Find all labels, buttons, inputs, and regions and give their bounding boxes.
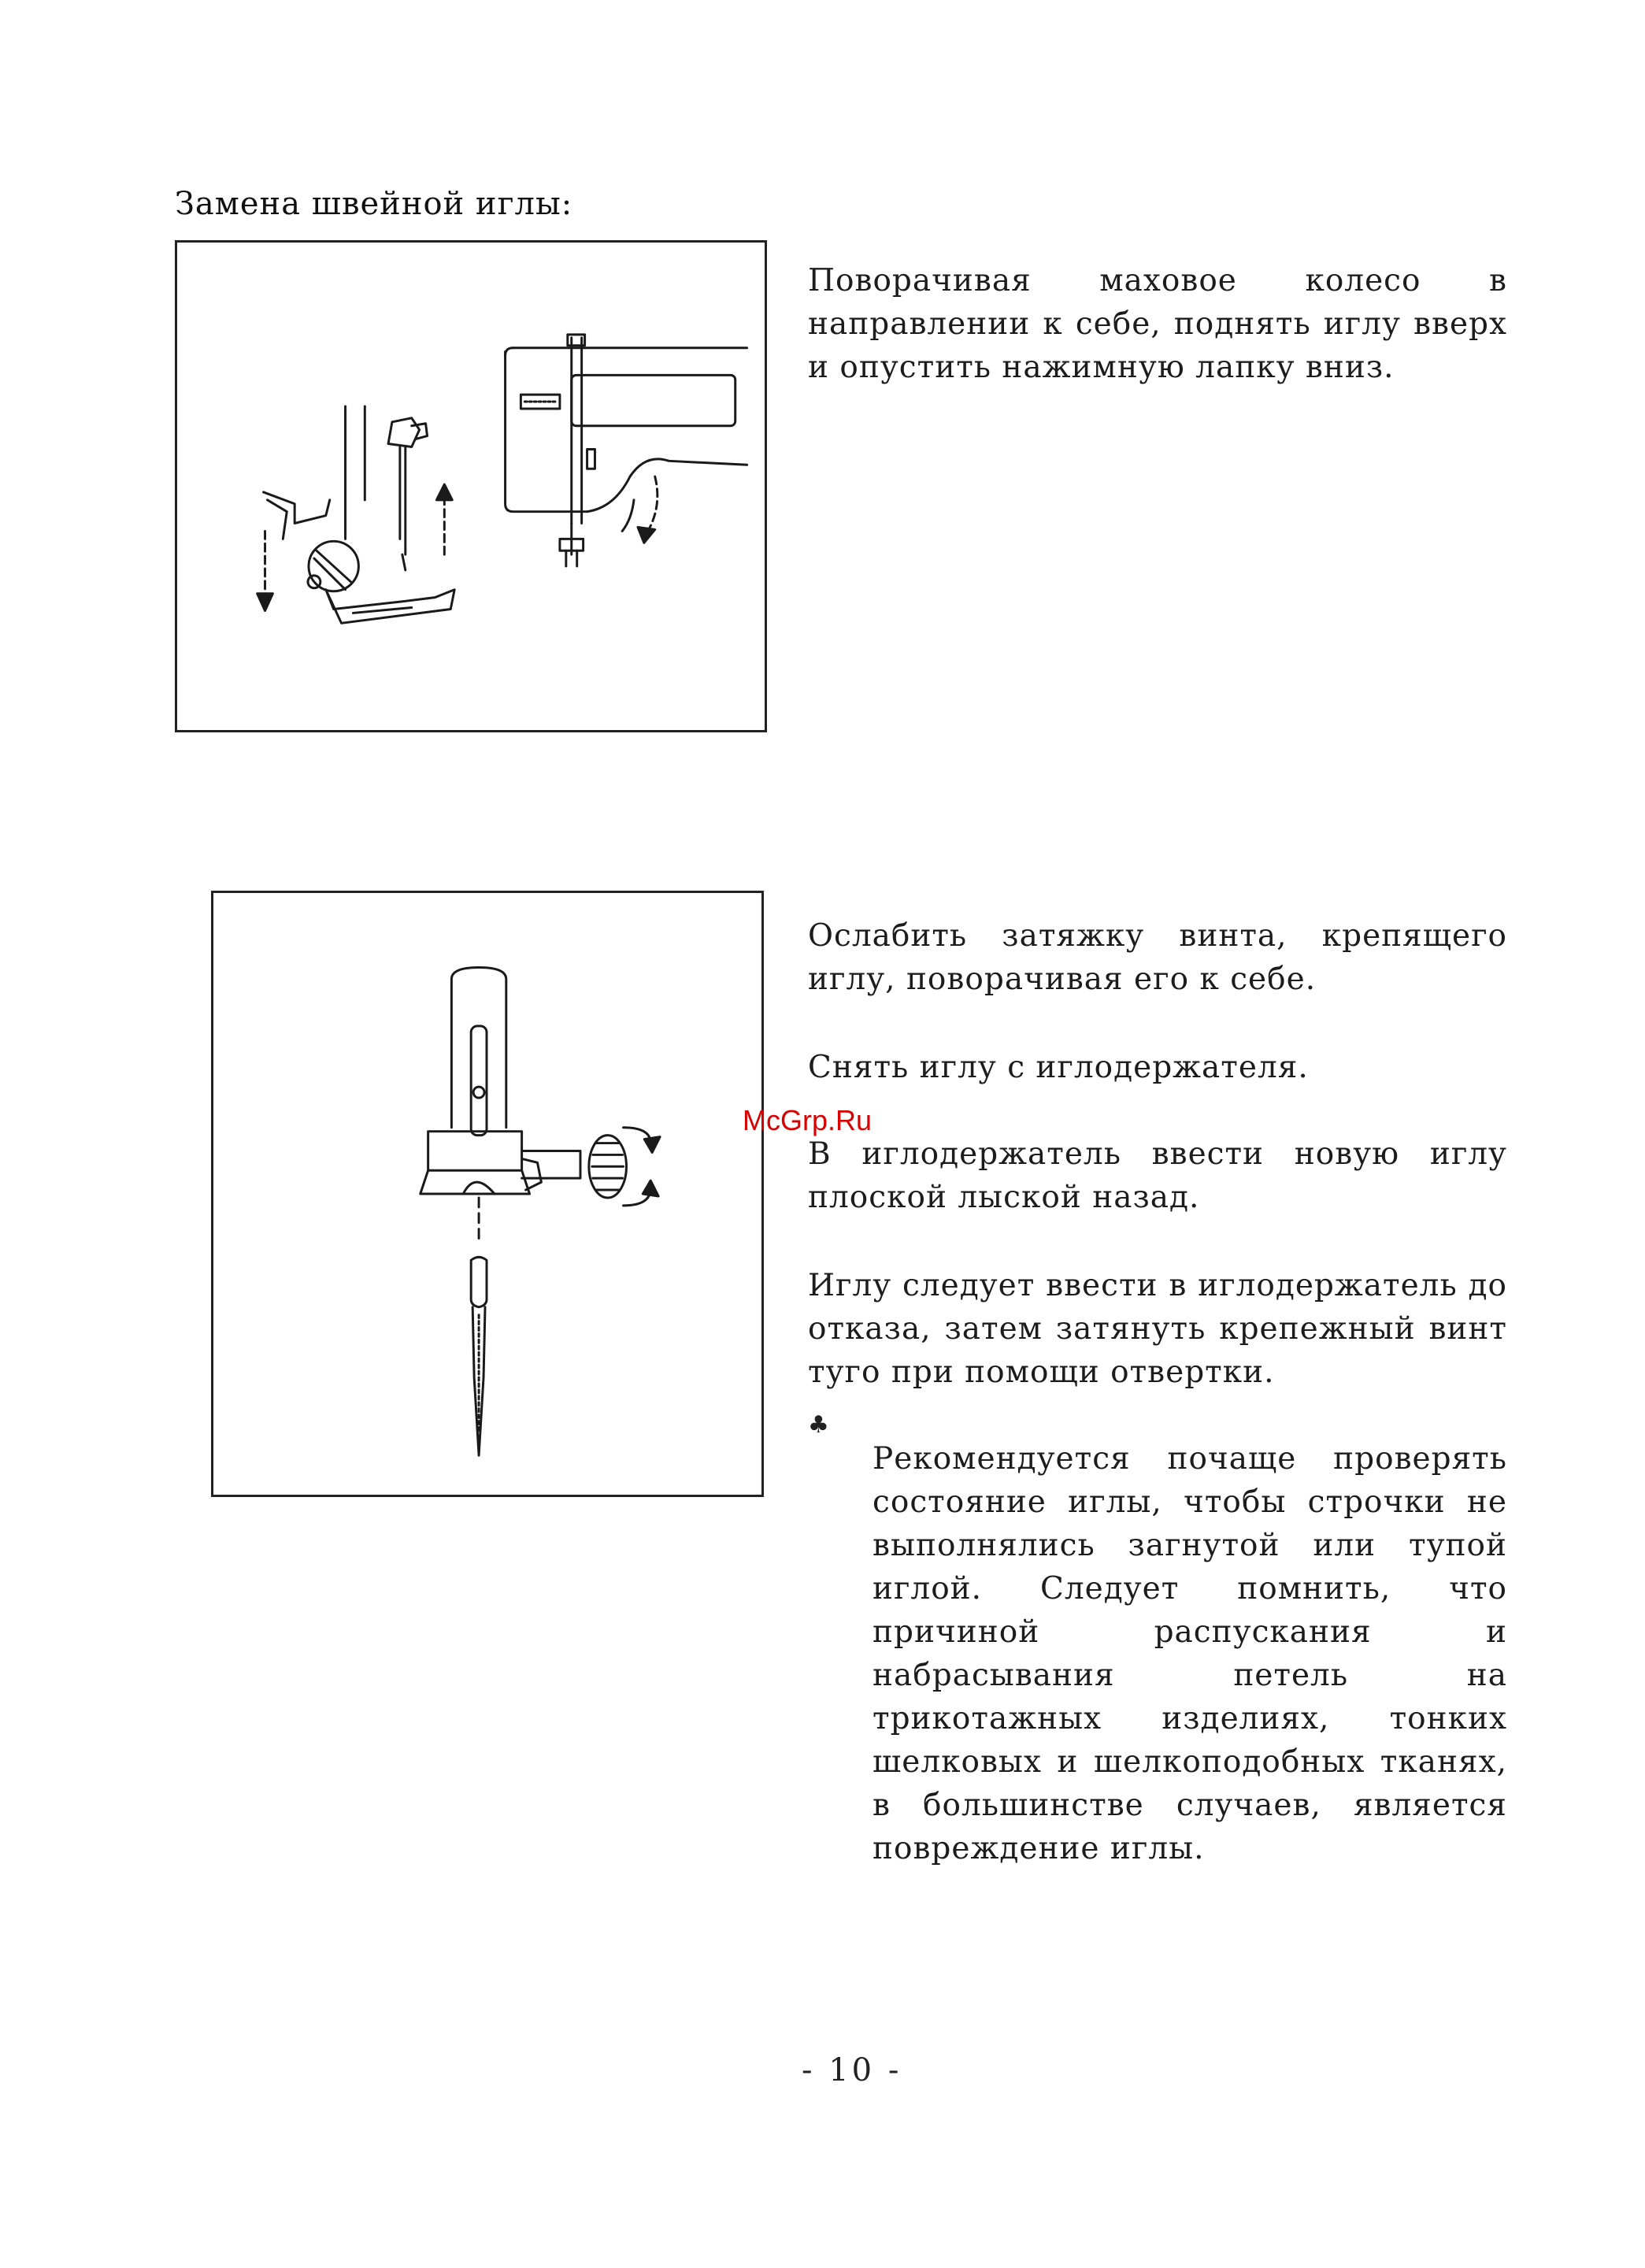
watermark: McGrp.Ru xyxy=(743,1104,873,1136)
instruction-step-4: В иглодержатель ввести новую иглу плоской лыской назад. xyxy=(808,1136,1507,1215)
recommendation-text: Рекомендуется почаще проверять состояние иглы, чтобы строчки не выполнялись загнутой или тупой иглой. Следует помнить, что причиной распускания и набрасывания петель на трикотажных изделиях, тонких шелковых и шелкоподобных тканях, в большинстве случаев, является повреждение иглы. xyxy=(873,1441,1507,1866)
figure-needle-clamp-illustration xyxy=(211,891,764,1497)
club-icon: ♣ xyxy=(808,1411,829,1439)
figure-presser-foot-illustration xyxy=(175,240,767,732)
presser-foot-drawing xyxy=(177,243,765,730)
instruction-step-5: Иглу следует ввести в иглодержатель до отказа, затем затянуть крепежный винт туго при помощи отвертки. xyxy=(808,1268,1507,1390)
instruction-step-2: Ослабить затяжку винта, крепящего иглу, поворачивая его к себе. xyxy=(808,918,1507,997)
instruction-step-3: Снять иглу с иглодержателя. xyxy=(808,1050,1309,1085)
recommendation-note xyxy=(808,1406,1507,1901)
instruction-step-1: Поворачивая маховое колесо в направлении к себе, поднять иглу вверх и опустить нажимную лапку вниз. xyxy=(808,263,1507,385)
page-number: - 10 - xyxy=(802,2052,902,2088)
section-heading: Замена швейной иглы: xyxy=(175,186,573,222)
needle-clamp-drawing xyxy=(213,893,761,1495)
